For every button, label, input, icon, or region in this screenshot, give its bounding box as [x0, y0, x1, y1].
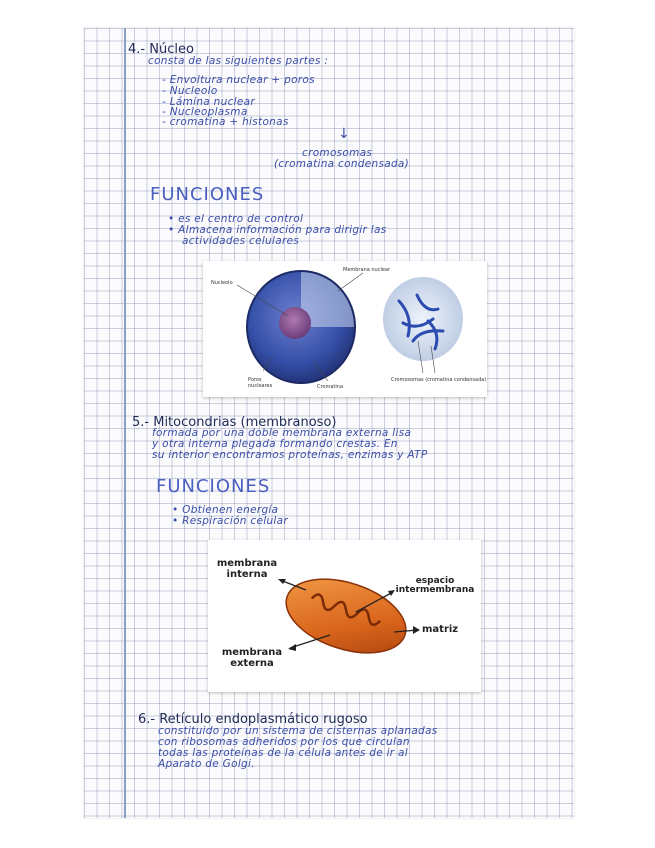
section5-heading: 5.- Mitocondrias (membranoso) [132, 415, 337, 430]
mitochondria-figure [208, 540, 481, 692]
section4-part: - Nucleolo [162, 85, 218, 97]
section4-part: - Nucleoplasma [162, 106, 248, 118]
section4-part: - Envoltura nuclear + poros [162, 74, 315, 86]
section5-text: y otra interna plegada formando crestas. En [152, 438, 398, 450]
nucleus-figure [203, 261, 487, 397]
label-cromatina: Cromatina [317, 384, 344, 390]
section4-intro: consta de las siguientes partes : [148, 55, 329, 67]
label-nucleolo: Nucleolo [211, 280, 233, 286]
label-espacio-intermembrana: espacio intermembrana [395, 576, 475, 596]
label-membrana-externa: membrana externa [221, 647, 283, 669]
section5-text: formada por una doble membrana externa lisa [152, 427, 412, 439]
section6-heading: 6.- Retículo endoplasmático rugoso [138, 712, 368, 727]
section4-funciones-title: FUNCIONES [150, 184, 265, 205]
label-membrana-interna: membrana interna [216, 558, 278, 580]
section5-funcion: • Respiración celular [172, 515, 288, 527]
section6-text: constituido por un sistema de cisternas aplanadas [158, 725, 438, 737]
section4-funcion: • Almacena información para dirigir las [168, 224, 387, 236]
section4-part: - cromatina + histonas [162, 116, 289, 128]
cromosomas-label: cromosomas [302, 147, 373, 159]
section6-text: Aparato de Golgi. [158, 758, 255, 770]
section4-heading: 4.- Núcleo [128, 42, 194, 57]
section4-funcion: actividades celulares [182, 235, 300, 247]
cromosomas-note: (cromatina condensada) [274, 158, 410, 170]
section5-text: su interior encontramos proteínas, enzimas y ATP [152, 449, 428, 461]
label-poros: Poros nucleares [248, 377, 273, 389]
section4-funcion: • es el centro de control [168, 213, 304, 225]
label-cromosomas: Cromosomas (cromatina condensada) [391, 377, 487, 383]
section5-funciones-title: FUNCIONES [156, 476, 271, 497]
section4-part: - Lámina nuclear [162, 96, 255, 108]
margin-line [124, 28, 126, 818]
section6-text: todas las proteínas de la célula antes de ir al [158, 747, 409, 759]
label-matriz: matriz [422, 624, 459, 635]
arrow-down-icon: ↓ [338, 126, 350, 142]
label-membrana-nuclear: Membrana nuclear [343, 267, 391, 273]
section5-funcion: • Obtienen energía [172, 504, 279, 516]
section6-text: con ribosomas adheridos por los que circulan [158, 736, 410, 748]
